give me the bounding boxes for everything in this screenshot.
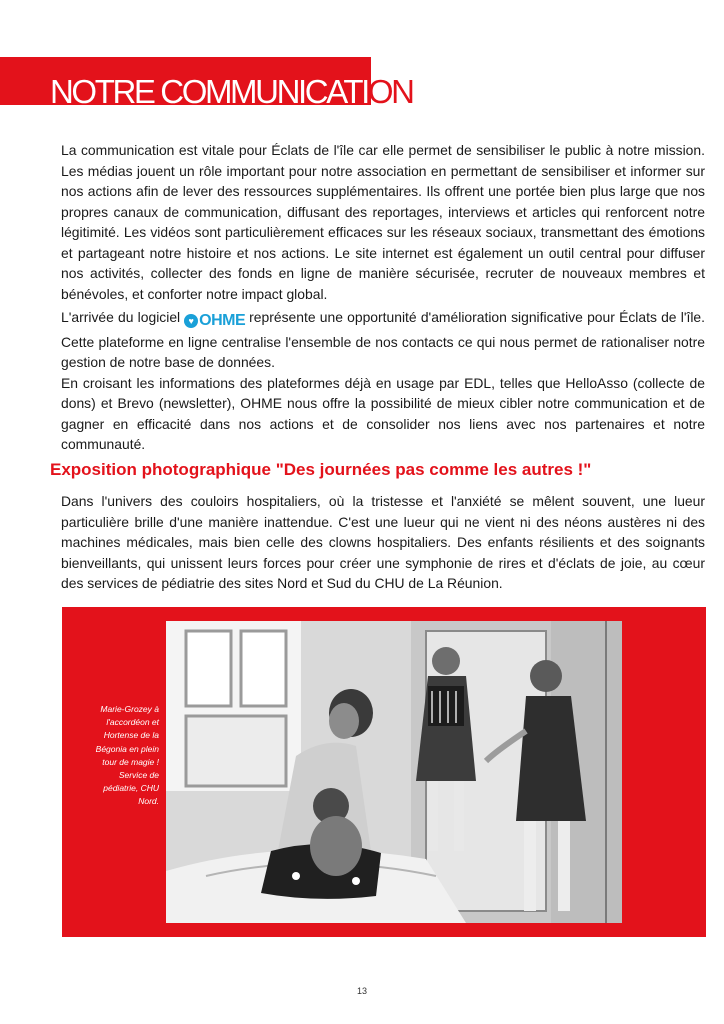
paragraph-ohme [61,307,705,373]
ohme-logo [184,310,245,332]
paragraph-platforms: En croisant les informations des plateformes déjà en usage par EDL, telles que HelloAsso (collecte de dons) et Brevo (newsletter), OHME nous offre la possibilité de mieux cibler notre communication et de gagner en efficacité dans nos actions et de consolider nos liens avec nos partenaires et notre communauté. [61,374,705,452]
section-heading: Exposition photographique "Des journées pas comme les autres !" [50,460,592,479]
page-title-part1: NOTRE COMMUNICATI [50,73,368,110]
heart-icon: ♥ [184,314,198,328]
paragraph-communication: La communication est vitale pour Éclats de l'île car elle permet de sensibiliser le public à notre mission. Les médias jouent un rôle important pour notre association en permettant de sensibiliser et informer sur nos actions afin de lever des ressources supplémentaires. Ils offrent une portée bien plus large que nos propres canaux de communication, diffusant des reportages, interviews et articles qui renforcent notre légitimité. Les vidéos sont particulièrement efficaces sur les réseaux sociaux, transmettant des émotions et partageant notre histoire et nos actions. Le site internet est également un outil central pour diffuser nos activités, collecter des fonds en ligne de manière sécurisée, recruter de nouveaux membres et bénévoles, et conforter notre impact global. [61,142,705,302]
paragraph-ohme-start: L'arrivée du logiciel [61,309,181,325]
photo-illustration [166,621,622,923]
photo-caption: Marie-Grozey à l'accordéon et Hortense de la Bégonia en plein tour de magie ! Service de pédiatrie, CHU Nord. [95,704,159,807]
page-title-part2: ON [367,73,413,110]
exhibition-paragraph [61,491,705,594]
ohme-logo-text: OHME [199,312,246,329]
hospital-clowns-photo [166,621,622,923]
paragraph-ohme-rest: représente une opportunité d'amélioration significative pour Éclats de l'île. Cette plateforme en ligne centralise l'ensemble de nos contacts ce qui nous permet de rationaliser notre gestion de notre base de données. [61,309,705,370]
paragraph-exhibition: Dans l'univers des couloirs hospitaliers, où la tristesse et l'anxiété se mêlent souvent, une lueur particulière brille d'une manière inattendue. C'est une lueur qui ne vient ni des néons austères ni des machines médicales, mais bien celle des clowns hospitaliers. Des enfants résilients et des soignants bienveillants, qui unissent leurs forces pour créer une symphonie de rires et d'éclats de joie, au cœur des services de pédiatrie des sites Nord et Sud du CHU de La Réunion. [61,493,705,591]
ohme-paragraph [61,307,705,455]
page-number: 13 [356,986,367,996]
intro-paragraph [61,140,705,304]
page-title [50,70,413,114]
